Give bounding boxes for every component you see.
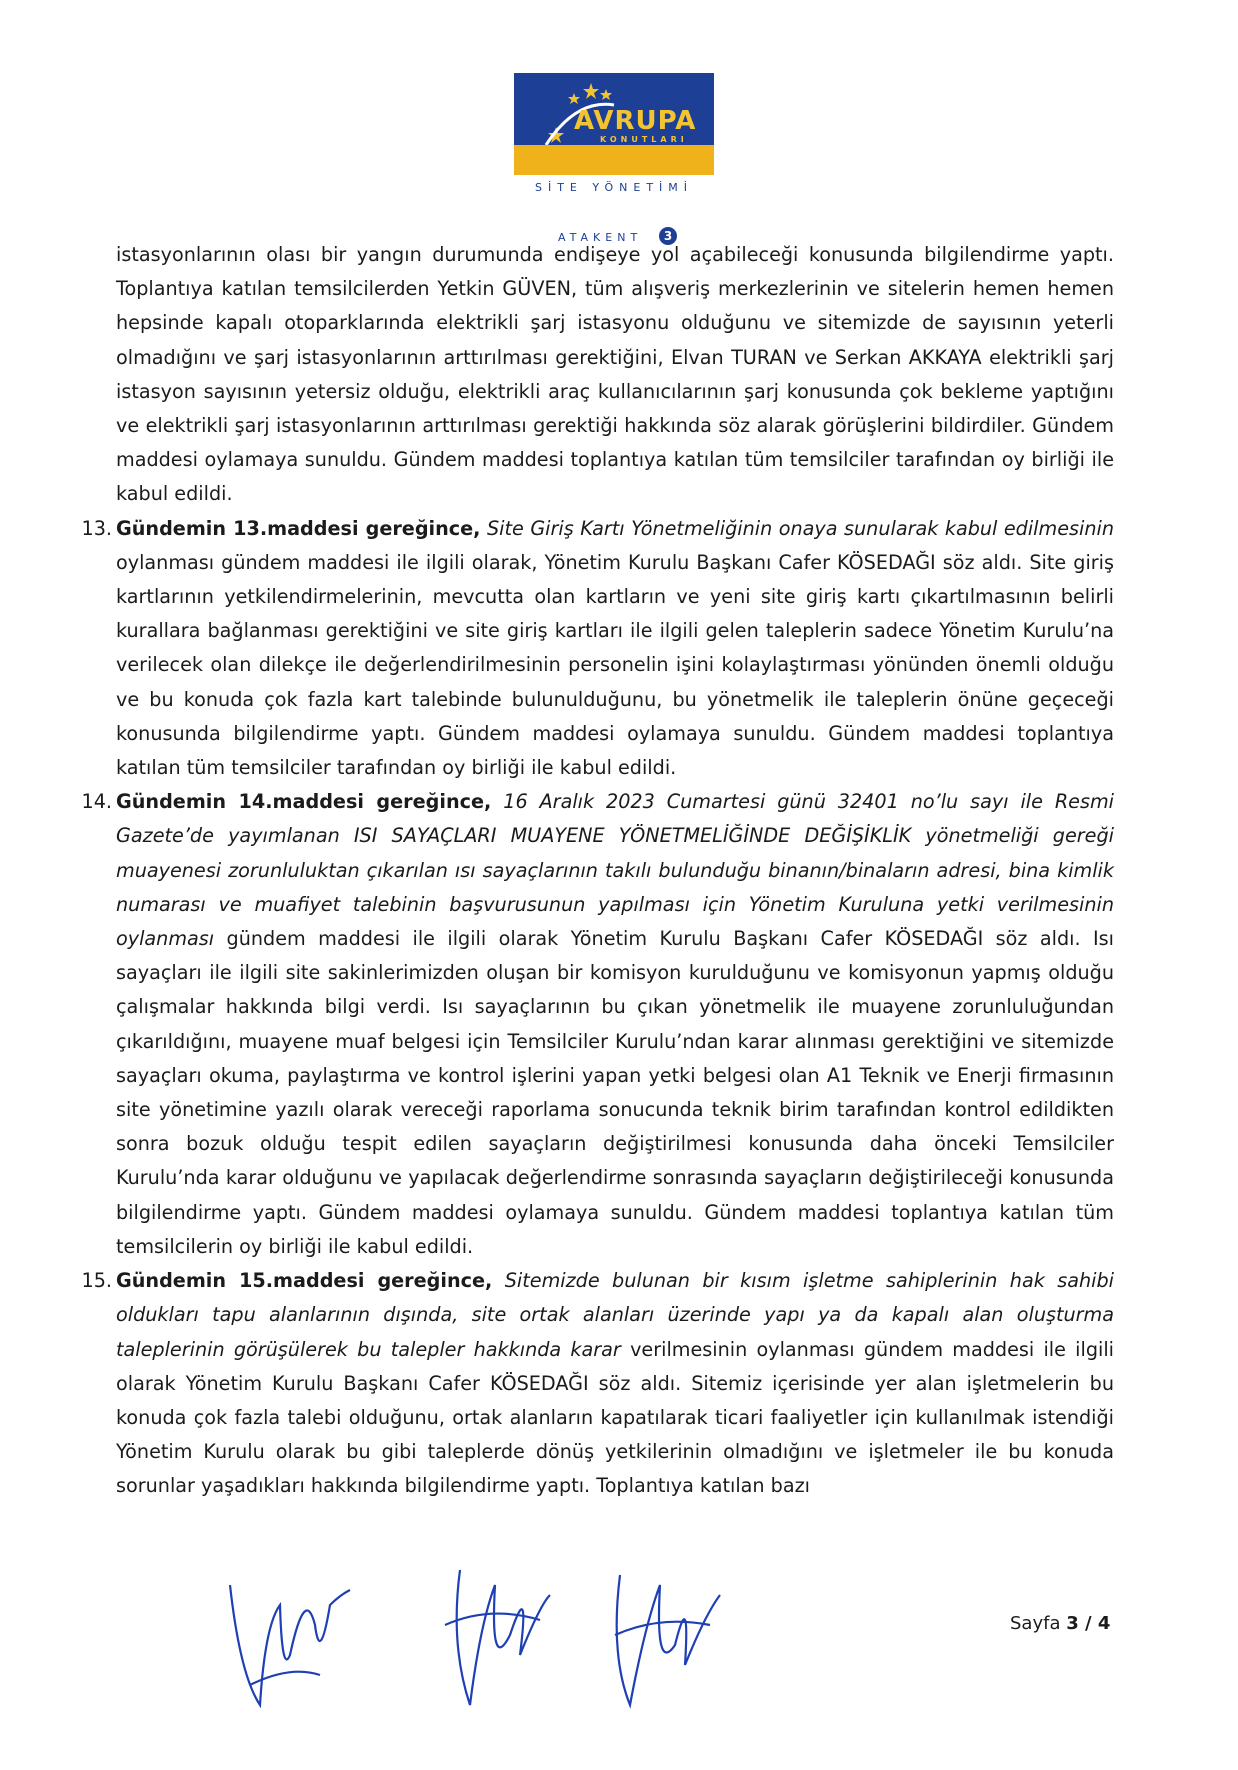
page-label: Sayfa — [1010, 1613, 1061, 1634]
signature-2 — [445, 1570, 550, 1705]
item-number: 14. — [81, 790, 112, 814]
logo-number: 3 — [659, 227, 677, 245]
document-body — [81, 238, 1114, 1504]
logo-caption: SİTE YÖNETİMİ — [534, 181, 694, 194]
item-subject: 16 Aralık 2023 Cumartesi günü 32401 no’lu sayı ile Resmi Gazete’de yayımlanan ISI SAYAÇLARI MUAYENE YÖNETMELİĞİNDE DEĞİŞİKLİK yönetmeliği gereği muayenesi zorunluluktan çıkarılan ısı sayaçlarının takılı bulunduğu binanın/binaların adresi, bina kimlik numarası ve muafiyet talebinin başvurusunun yapılması için Yönetim Kuruluna yetki verilmesinin oylanması — [116, 790, 1114, 951]
page-separator: / — [1078, 1613, 1098, 1634]
agenda-item-14 — [81, 785, 1114, 1264]
item-number: 15. — [81, 1269, 112, 1293]
logo-atakent: ATAKENT — [558, 231, 643, 244]
page-number — [1010, 1613, 1110, 1634]
signature-3 — [615, 1575, 720, 1705]
page-current: 3 — [1066, 1613, 1079, 1634]
item-subject: Sitemizde bulunan bir kısım işletme sahiplerinin hak sahibi oldukları tapu alanlarının dışında, site ortak alanları üzerinde yapı ya da kapalı alan oluşturma taleplerinin görüşülerek bu talepler hakkında karar — [116, 1269, 1114, 1361]
logo-wordmark: AVRUPA — [574, 106, 697, 136]
item-text: oylanması gündem maddesi ile ilgili olarak, Yönetim Kurulu Başkanı Cafer KÖSEDAĞI söz aldı. Site giriş kartlarının yetkilendirmelerinin, mevcutta olan kartların ve yeni site giriş kartı çıkartılmasının belirli kurallara bağlanması gerektiğini ve site giriş kartları ile ilgili gelen taleplerin sadece Yönetim Kurulu’na verilecek olan dilekçe ile değerlendirilmesinin personelin işini kolaylaştırması yönünden önemli olduğu ve bu konuda çok fazla kart talebinde bulunulduğunu, bu yönetmelik ile taleplerin önüne geçeceği konusunda bilgilendirme yaptı. Gündem maddesi oylamaya sunuldu. Gündem maddesi toplantıya katılan tüm temsilciler tarafından oy birliği ile kabul edildi. — [116, 550, 1114, 780]
item-number: 13. — [81, 516, 112, 540]
item-lead: Gündemin 14.maddesi gereğince, — [116, 790, 492, 814]
signature-1 — [230, 1585, 350, 1705]
intro-paragraph: istasyonlarının olası bir yangın durumunda endişeye yol açabileceği konusunda bilgilendirme yaptı. Toplantıya katılan temsilcilerden Yetkin GÜVEN, tüm alışveriş merkezlerinin ve sitelerin hemen hemen hepsinde kapalı otoparklarında elektrikli şarj istasyonu olduğunu ve sitemizde de sayısının yeterli olmadığını ve şarj istasyonlarının arttırılması gerektiğini, Elvan TURAN ve Serkan AKKAYA elektrikli şarj istasyon sayısının yetersiz olduğu, elektrikli araç kullanıcılarının şarj konusunda çok bekleme yaptığını ve elektrikli şarj istasyonlarının arttırılması gerektiği hakkında söz alarak görüşlerini bildirdiler. Gündem maddesi oylamaya sunuldu. Gündem maddesi toplantıya katılan tüm temsilciler tarafından oy birliği ile kabul edildi. — [116, 243, 1114, 506]
item-text: gündem maddesi ile ilgili olarak Yönetim Kurulu Başkanı Cafer KÖSEDAĞI söz aldı. Isı sayaçları ile ilgili site sakinlerimizden oluşan bir komisyon kurulduğunu ve komisyonun yapmış olduğu çalışmalar hakkında bilgi verdi. Isı sayaçlarının bu çıkan yönetmelik ile muayene zorunluluğundan çıkarıldığını, muayene muaf belgesi için Temsilciler Kurulu’ndan karar alınması gerektiğini ve sitemizde sayaçları okuma, paylaştırma ve kontrol işlerini yapan yetki belgesi olan A1 Teknik ve Enerji firmasının site yönetimine yazılı olarak vereceği raporlama sonucunda teknik birim tarafından kontrol edildikten sonra bozuk olduğu tespit edilen sayaçların değiştirilmesi konusunda daha önceki Temsilciler Kurulu’nda karar olduğunu ve yapılacak değerlendirme sonrasında sayaçların değiştirileceği konusunda bilgilendirme yaptı. Gündem maddesi oylamaya sunuldu. Gündem maddesi toplantıya katılan tüm temsilcilerin oy birliği ile kabul edildi. — [116, 927, 1114, 1258]
site-logo — [514, 73, 714, 244]
item-subject: Site Giriş Kartı Yönetmeliğinin onaya sunularak kabul edilmesinin — [486, 516, 1114, 540]
item-lead: Gündemin 13.maddesi gereğince, — [116, 516, 481, 540]
item-lead: Gündemin 15.maddesi gereğince, — [116, 1269, 493, 1293]
signatures — [220, 1565, 740, 1715]
agenda-item-15 — [81, 1264, 1114, 1503]
logo-subtext: KONUTLARI — [600, 135, 688, 144]
item-text: verilmesinin oylanması gündem maddesi ile ilgili olarak Yönetim Kurulu Başkanı Cafer KÖSEDAĞI söz aldı. Sitemiz içerisinde yer alan işletmelerin bu konuda çok fazla talebi olduğunu, ortak alanların kapatılarak ticari faaliyetler için kullanılmak istendiği Yönetim Kurulu olarak bu gibi taleplerde dönüş yetkilerinin olmadığını ve işletmeler ile bu konuda sorunlar yaşadıkları hakkında bilgilendirme yaptı. Toplantıya katılan bazı — [116, 1337, 1114, 1498]
page-total: 4 — [1097, 1613, 1111, 1634]
agenda-item-13 — [81, 512, 1114, 786]
